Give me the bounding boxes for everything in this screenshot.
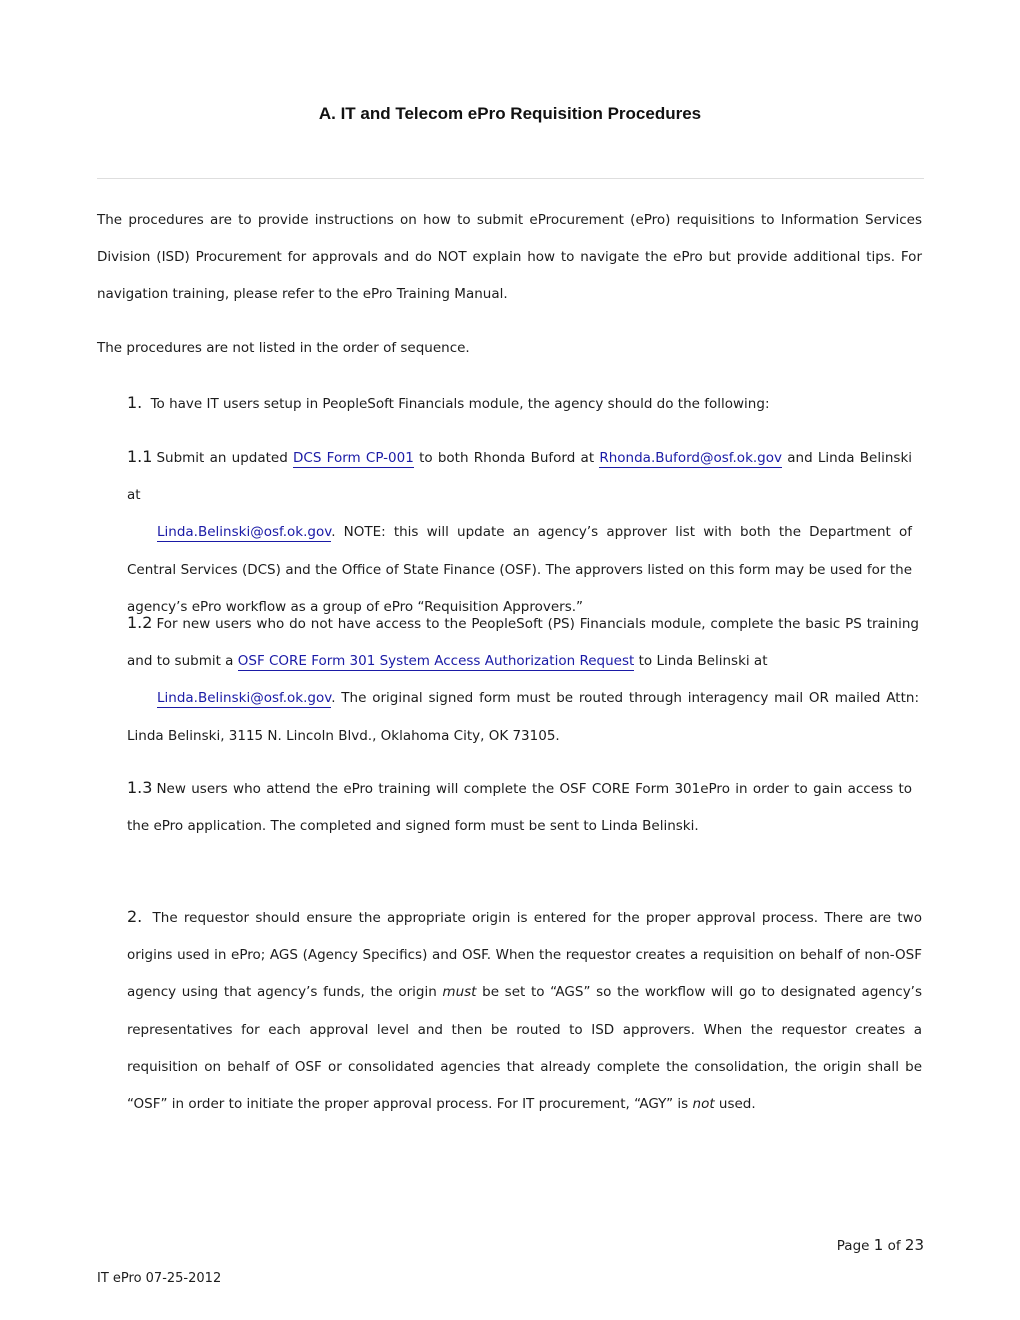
item-2-emphasis-must: must bbox=[442, 984, 477, 1001]
item-1-1-text-c: and Linda Belinski at bbox=[127, 450, 913, 504]
item-1-2-text-c: . The original signed form must be routed through interagency mail OR mailed Attn: Linda Belinski, 3115 N. Lincoln Blvd., Oklahoma City, OK 73105. bbox=[127, 690, 919, 744]
page-number bbox=[837, 1236, 924, 1254]
rhonda-buford-email-link[interactable]: Rhonda.Buford@osf.ok.gov bbox=[599, 450, 782, 466]
osf-core-form-301-link[interactable]: OSF CORE Form 301 System Access Authorization Request bbox=[237, 653, 635, 670]
item-2-text-c: used. bbox=[714, 1096, 756, 1113]
item-1-1 bbox=[127, 438, 912, 626]
document-title: A. IT and Telecom ePro Requisition Procedures bbox=[318, 104, 702, 123]
page-total: 23 bbox=[904, 1236, 924, 1254]
item-1-1-number: 1.1 bbox=[127, 447, 153, 466]
linda-belinski-email-link[interactable]: Linda.Belinski@osf.ok.gov bbox=[157, 524, 332, 541]
item-2-text-a: The requestor should ensure the appropriate origin is entered for the proper approval process. There are two origins used in ePro; AGS (Agency Specifics) and OSF. When the requestor creates a requisition on behalf of non-OSF agency using that agency’s funds, the origin bbox=[127, 910, 922, 1001]
item-1-2-number: 1.2 bbox=[127, 613, 153, 632]
title-divider bbox=[97, 178, 924, 179]
item-1 bbox=[127, 384, 922, 423]
dcs-form-cp001-link[interactable]: DCS Form CP-001 bbox=[293, 450, 414, 466]
item-1-text: To have IT users setup in PeopleSoft Financials module, the agency should do the following: bbox=[150, 396, 770, 412]
document-id: IT ePro 07-25-2012 bbox=[97, 1271, 222, 1286]
item-1-3 bbox=[127, 769, 912, 845]
page-label: Page bbox=[836, 1238, 874, 1254]
item-1-3-number: 1.3 bbox=[127, 778, 153, 797]
sequence-note: The procedures are not listed in the order of sequence. bbox=[97, 340, 470, 356]
item-1-2 bbox=[127, 604, 919, 755]
item-2 bbox=[127, 898, 922, 1123]
item-1-1-text-a: Submit an updated bbox=[156, 450, 294, 466]
item-1-number: 1. bbox=[127, 393, 143, 412]
page-current: 1 bbox=[873, 1236, 884, 1254]
intro-paragraph: The procedures are to provide instructions on how to submit eProcurement (ePro) requisitions to Information Services Division (ISD) Procurement for approvals and do NOT explain how to navigate the ePro but provide additional tips. For navigation training, please refer to the ePro Training Manual. bbox=[97, 212, 922, 303]
item-1-3-text: New users who attend the ePro training will complete the OSF CORE Form 301ePro in order to gain access to the ePro application. The completed and signed form must be sent to Linda Belinski. bbox=[127, 781, 912, 835]
item-1-2-text-a: For new users who do not have access to the PeopleSoft (PS) Financials module, complete the basic PS training and to submit a bbox=[127, 616, 919, 670]
item-2-text-b: be set to “AGS” so the workflow will go to designated agency’s representatives for each approval level and then be routed to ISD approvers. When the requestor creates a requisition on behalf of OSF or consolidated agencies that already complete the consolidation, the origin shall be “OSF” in order to initiate the proper approval process. For IT procurement, “AGY” is bbox=[127, 984, 923, 1113]
item-2-number: 2. bbox=[127, 907, 143, 926]
item-1-2-text-b: to Linda Belinski at bbox=[634, 653, 768, 670]
linda-belinski-email-link-2[interactable]: Linda.Belinski@osf.ok.gov bbox=[157, 690, 332, 707]
page-of-label: of bbox=[883, 1238, 905, 1254]
item-1-1-text-b: to both Rhonda Buford at bbox=[413, 450, 600, 466]
item-1-1-text-d: . NOTE: this will update an agency’s approver list with both the Department of Central Services (DCS) and the Office of State Finance (OSF). The approvers listed on this form may be used for the agency’s ePro workflow as a group of ePro “Requisition Approvers.” bbox=[127, 524, 912, 615]
item-2-emphasis-not: not bbox=[692, 1096, 715, 1113]
